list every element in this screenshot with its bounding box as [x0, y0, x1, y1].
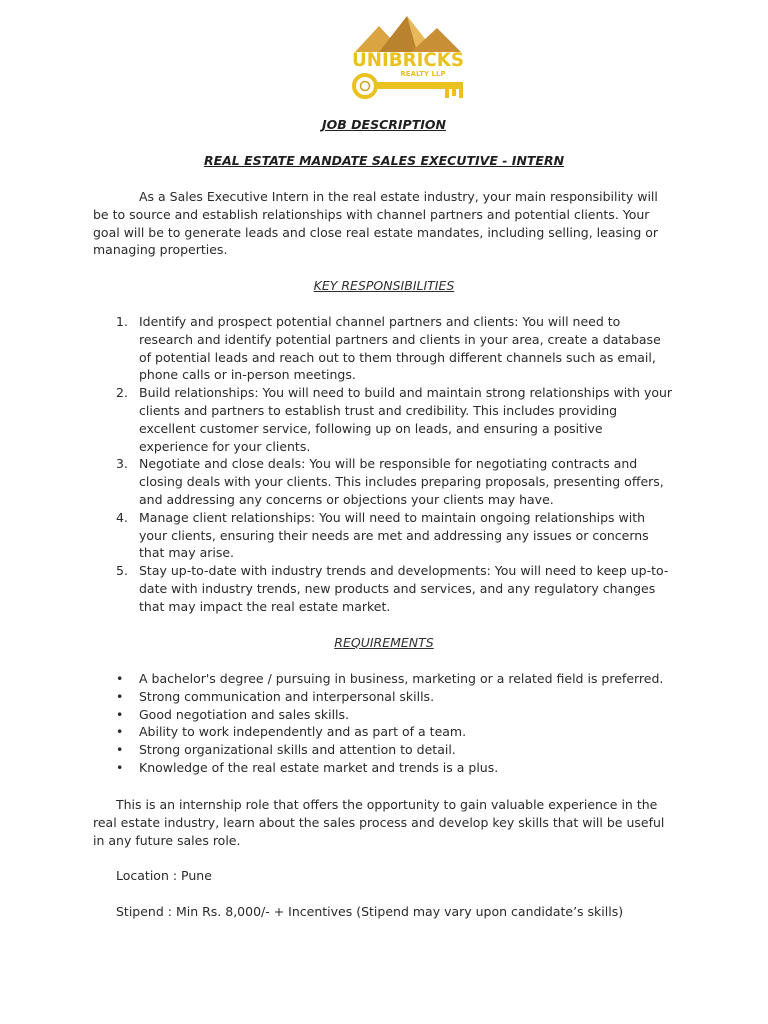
list-item-text: Strong organizational skills and attention to detail. — [139, 742, 456, 758]
list-item — [93, 759, 673, 777]
intro-paragraph: As a Sales Executive Intern in the real estate industry, your main responsibility will be to source and establish relationships with channel partners and potential clients. Your goal will be to generate leads and close real estate mandates, including selling, leasing or managing properties. — [93, 189, 659, 258]
list-number: 3. — [116, 456, 128, 472]
list-item — [93, 741, 673, 759]
key-icon — [354, 75, 463, 98]
bullet-icon: • — [116, 742, 124, 758]
list-item-text: Negotiate and close deals: You will be responsible for negotiating contracts and closing deals with your clients. This includes preparing proposals, presenting offers, and addressing any concerns or objections your clients may have. — [139, 456, 664, 507]
list-item-text: Knowledge of the real estate market and trends is a plus. — [139, 759, 499, 775]
unibricks-logo — [349, 14, 467, 100]
bullet-icon: • — [116, 759, 124, 775]
list-item-text: Manage client relationships: You will need to maintain ongoing relationships with your clients, ensuring their needs are met and addressing any issues or concerns that may arise. — [139, 509, 649, 561]
list-item-text: Stay up-to-date with industry trends and developments: You will need to keep up-to-date with industry trends, new products and services, and any regulatory changes that may impact the real estate market. — [139, 563, 669, 614]
logo-wordmark: UNIBRICKS — [352, 49, 464, 71]
list-number: 4. — [116, 509, 128, 525]
logo-tagline: REALTY LLP — [400, 70, 446, 78]
location-line: Location : Pune — [116, 868, 212, 883]
list-number: 2. — [116, 385, 128, 401]
responsibilities-heading: KEY RESPONSIBILITIES — [313, 278, 455, 293]
responsibilities-list — [93, 313, 673, 616]
list-item — [93, 723, 673, 741]
closing-paragraph: This is an internship role that offers the opportunity to gain valuable experience in the real estate industry, learn about the sales process and develop key skills that will be useful in any future sales role. — [93, 797, 665, 848]
list-item-text: Build relationships: You will need to build and maintain strong relationships with your clients and partners to establish trust and credibility. This includes providing excellent customer service, following up on leads, and ensuring a positive experience for your clients. — [139, 385, 673, 454]
list-item-text: Ability to work independently and as part of a team. — [139, 724, 467, 740]
list-item-text: Good negotiation and sales skills. — [139, 706, 350, 722]
bullet-icon: • — [116, 724, 124, 740]
list-item — [93, 706, 673, 724]
page-subtitle: REAL ESTATE MANDATE SALES EXECUTIVE - INTERN — [203, 153, 565, 168]
stipend-line: Stipend : Min Rs. 8,000/- + Incentives (Stipend may vary upon candidate’s skills) — [116, 904, 624, 919]
list-item — [93, 455, 673, 508]
list-item — [93, 562, 673, 615]
list-number: 1. — [116, 314, 128, 329]
page-title: JOB DESCRIPTION — [322, 117, 446, 132]
list-item-text: Identify and prospect potential channel partners and clients: You will need to research and identify potential partners and clients in your area, create a database of potential leads and reach out to them through different channels such as email, phone calls or in-person meetings. — [139, 314, 661, 383]
list-item — [93, 509, 673, 562]
list-item — [93, 670, 673, 688]
bullet-icon: • — [116, 688, 124, 704]
list-item — [93, 313, 673, 384]
list-item-text: Strong communication and interpersonal skills. — [139, 688, 435, 704]
list-item-text: A bachelor's degree / pursuing in business, marketing or a related field is preferred. — [139, 671, 664, 686]
requirements-list — [93, 670, 673, 777]
list-number: 5. — [116, 563, 128, 579]
list-item — [93, 688, 673, 706]
bullet-icon: • — [116, 671, 124, 686]
list-item — [93, 384, 673, 455]
requirements-heading: REQUIREMENTS — [334, 635, 434, 650]
bullet-icon: • — [116, 706, 124, 722]
